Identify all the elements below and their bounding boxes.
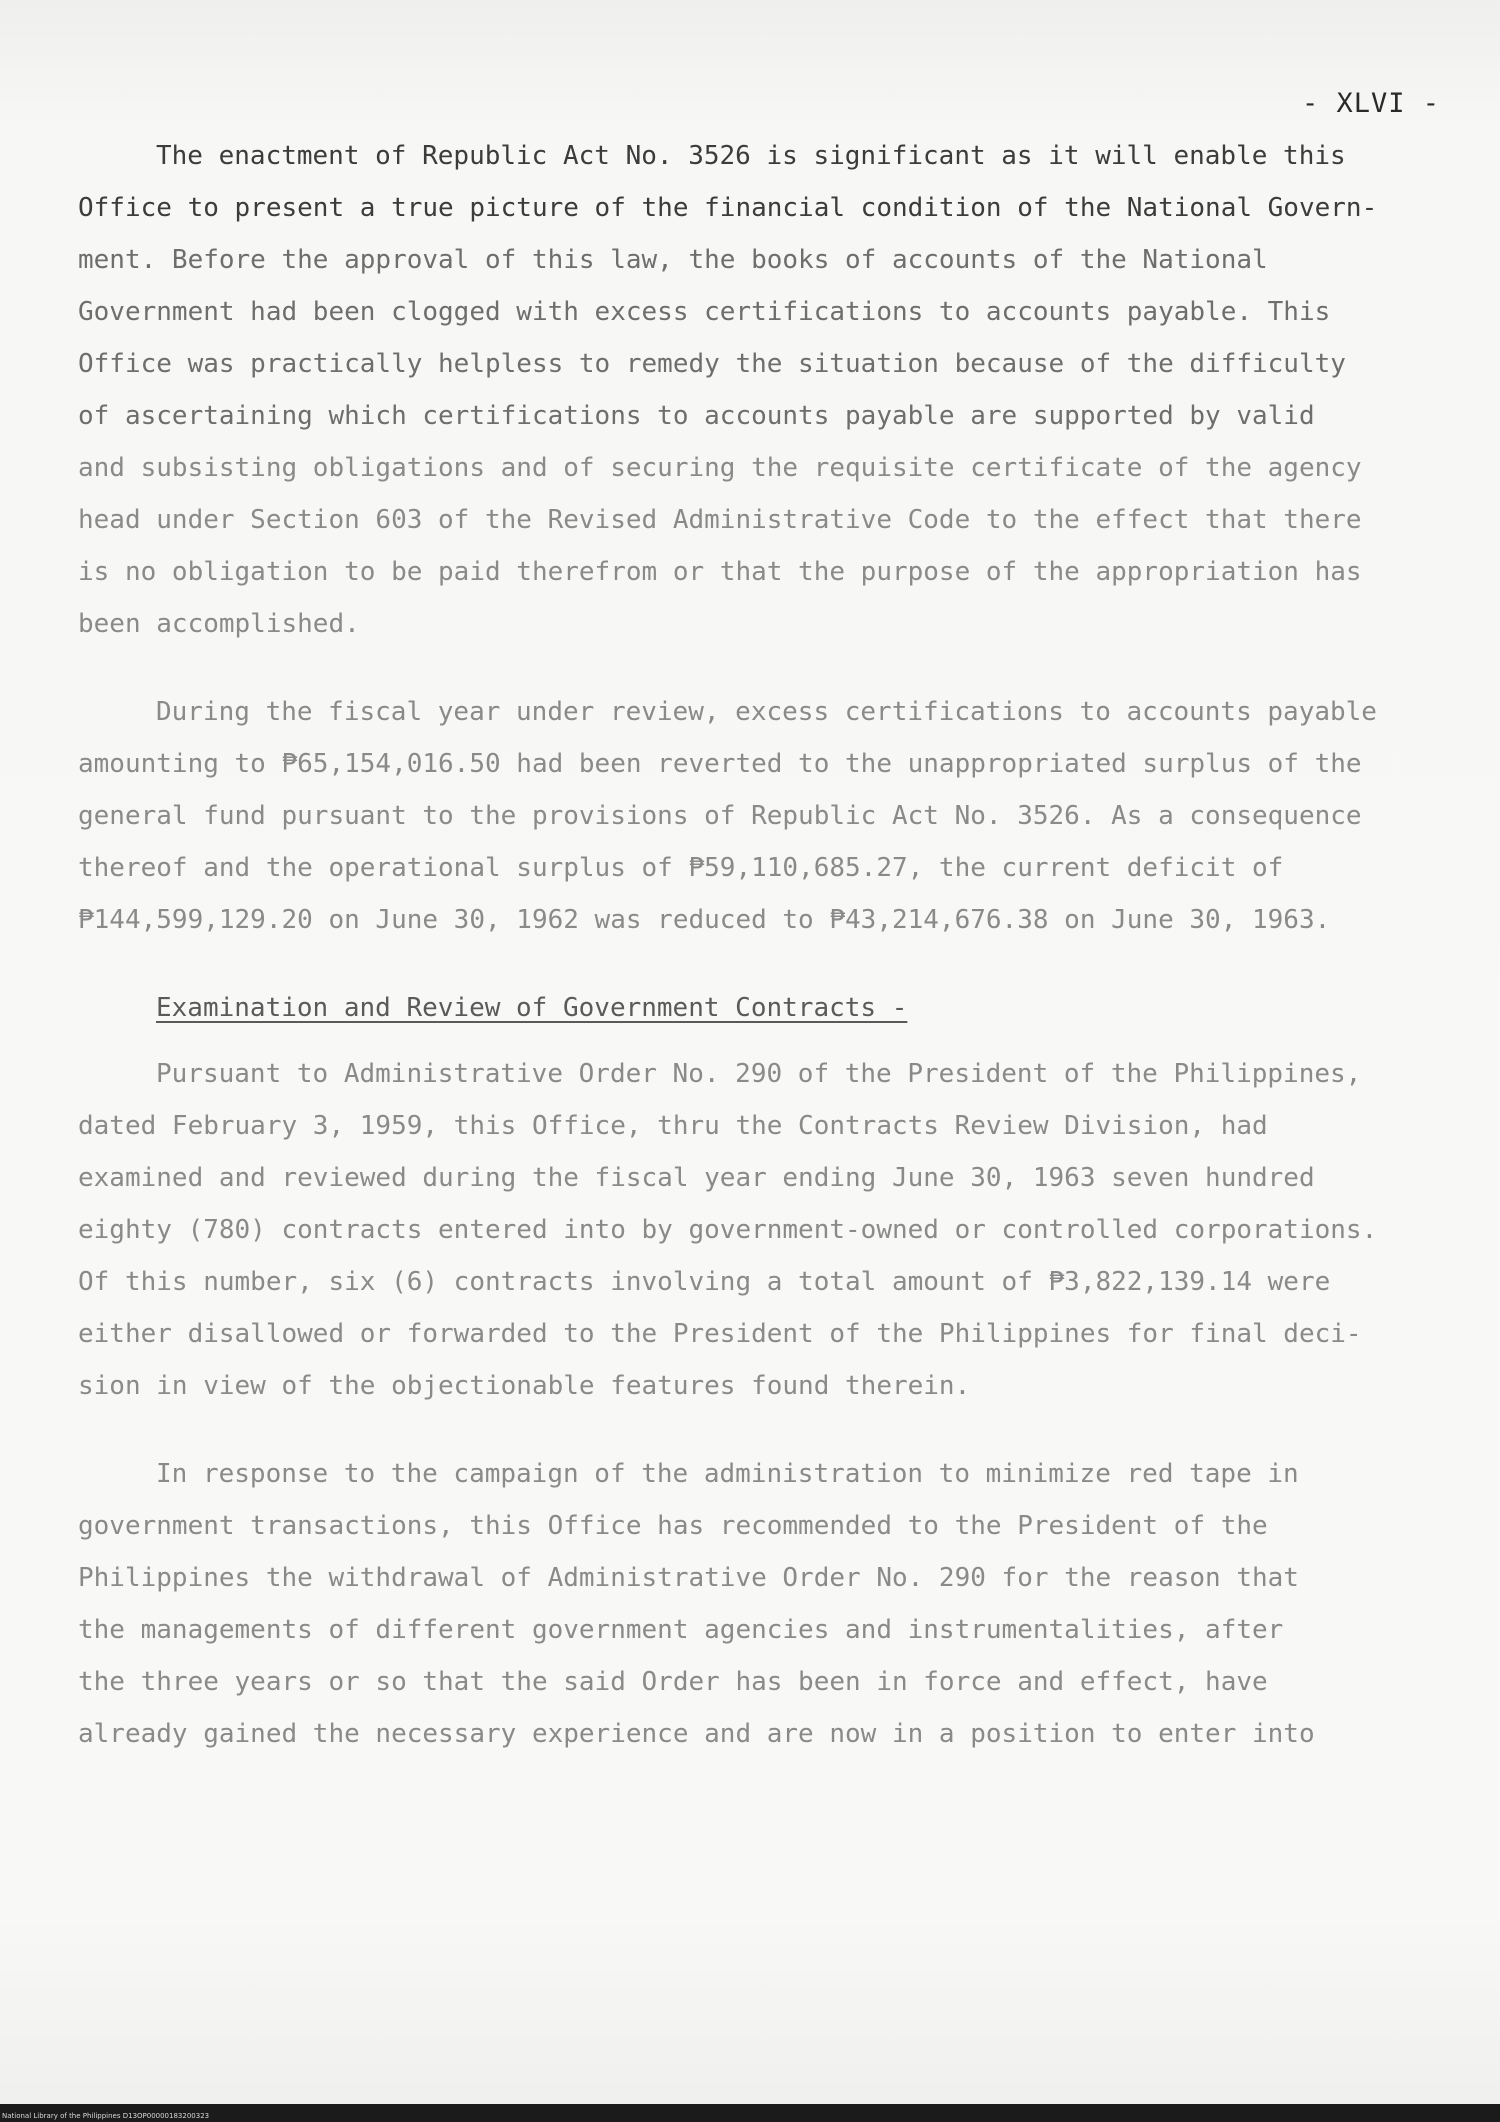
text-line: already gained the necessary experience and are now in a position to enter into xyxy=(78,1719,1315,1749)
text-line: Of this number, six (6) contracts involving a total amount of ₱3,822,139.14 were xyxy=(78,1267,1331,1297)
text-line: Philippines the withdrawal of Administrative Order No. 290 for the reason that xyxy=(78,1563,1299,1593)
scan-bottom-bar xyxy=(0,2104,1500,2122)
text-line: been accomplished. xyxy=(78,609,360,639)
text-line: is no obligation to be paid therefrom or that the purpose of the appropriation has xyxy=(78,557,1362,587)
text-line: the managements of different government agencies and instrumentalities, after xyxy=(78,1615,1284,1645)
text-line: dated February 3, 1959, this Office, thru the Contracts Review Division, had xyxy=(78,1111,1268,1141)
paragraph-fiscal-year xyxy=(78,686,1438,946)
text-line: government transactions, this Office has recommended to the President of the xyxy=(78,1511,1268,1541)
section-heading-text: Examination and Review of Government Contracts - xyxy=(156,993,908,1023)
text-line: Government had been clogged with excess certifications to accounts payable. This xyxy=(78,297,1331,327)
text-line: and subsisting obligations and of securing the requisite certificate of the agency xyxy=(78,453,1362,483)
text-line: sion in view of the objectionable features found therein. xyxy=(78,1371,971,1401)
text-line: The enactment of Republic Act No. 3526 is significant as it will enable this xyxy=(156,141,1346,171)
text-line: eighty (780) contracts entered into by government-owned or controlled corporations. xyxy=(78,1215,1378,1245)
text-line: Office to present a true picture of the financial condition of the National Govern- xyxy=(78,193,1378,223)
text-line: ment. Before the approval of this law, the books of accounts of the National xyxy=(78,245,1268,275)
text-line: of ascertaining which certifications to accounts payable are supported by valid xyxy=(78,401,1315,431)
text-line: thereof and the operational surplus of ₱59,110,685.27, the current deficit of xyxy=(78,853,1284,883)
text-line: general fund pursuant to the provisions of Republic Act No. 3526. As a consequence xyxy=(78,801,1362,831)
text-line: the three years or so that the said Order has been in force and effect, have xyxy=(78,1667,1268,1697)
text-line: examined and reviewed during the fiscal year ending June 30, 1963 seven hundred xyxy=(78,1163,1315,1193)
page-number: - XLVI - xyxy=(1301,88,1440,119)
text-line: Pursuant to Administrative Order No. 290 of the President of the Philippines, xyxy=(156,1059,1362,1089)
text-line: head under Section 603 of the Revised Administrative Code to the effect that there xyxy=(78,505,1362,535)
text-line: either disallowed or forwarded to the President of the Philippines for final deci- xyxy=(78,1319,1362,1349)
text-line: ₱144,599,129.20 on June 30, 1962 was reduced to ₱43,214,676.38 on June 30, 1963. xyxy=(78,905,1331,935)
paragraph-red-tape xyxy=(78,1448,1438,1760)
text-line: amounting to ₱65,154,016.50 had been reverted to the unappropriated surplus of the xyxy=(78,749,1362,779)
text-line: In response to the campaign of the administration to minimize red tape in xyxy=(156,1459,1299,1489)
section-heading xyxy=(78,982,1438,1034)
text-line: During the fiscal year under review, excess certifications to accounts payable xyxy=(156,697,1377,727)
text-line: Office was practically helpless to remedy the situation because of the difficulty xyxy=(78,349,1346,379)
footer-credit: National Library of the Philippines D13OP00000183200323 xyxy=(2,2112,210,2120)
document-body xyxy=(78,130,1438,1796)
paragraph-administrative-order xyxy=(78,1048,1438,1412)
paragraph-republic-act xyxy=(78,130,1438,650)
